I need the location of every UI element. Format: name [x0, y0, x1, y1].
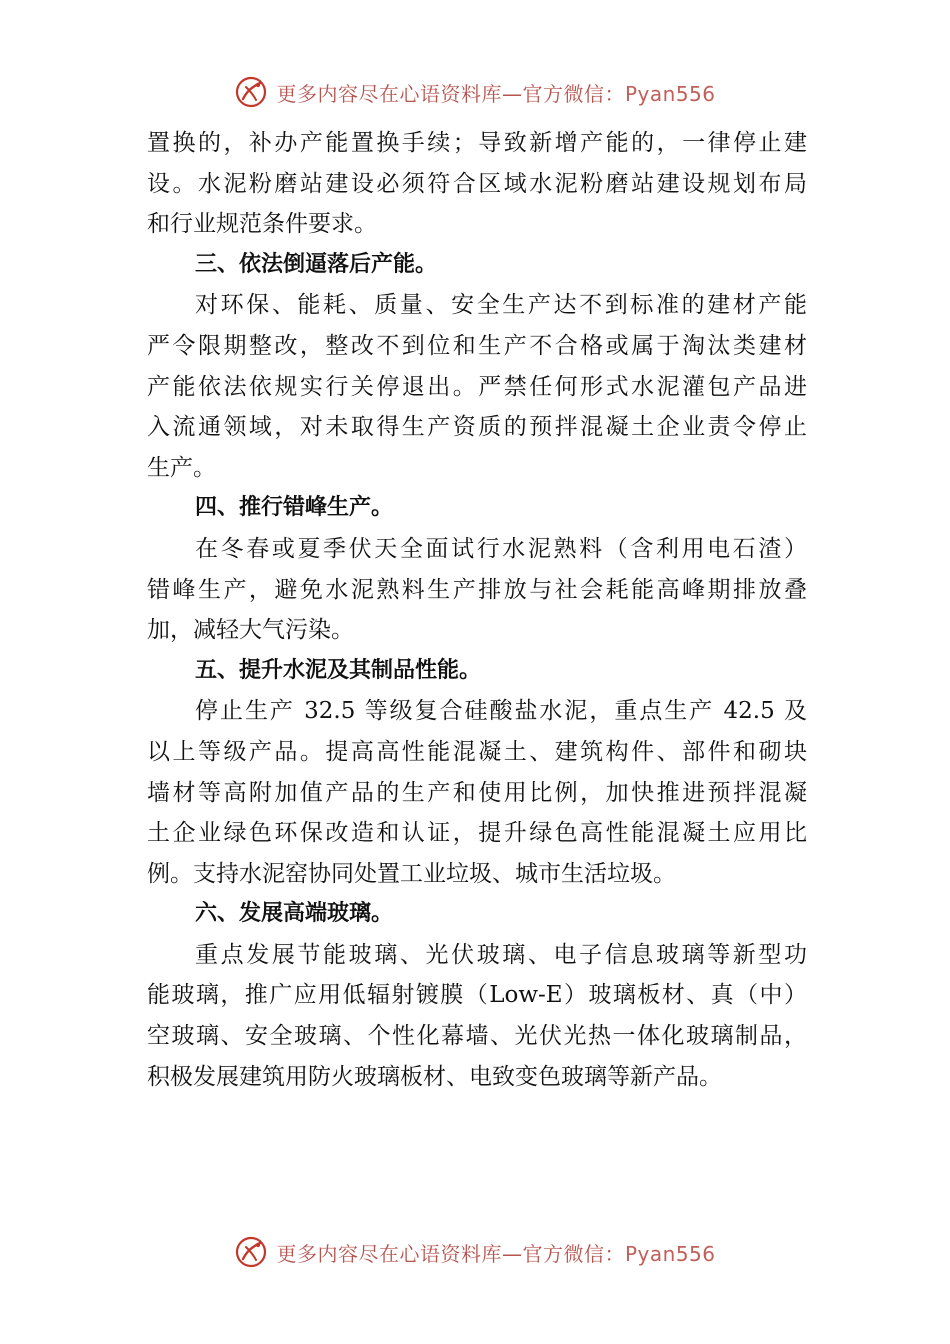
- paragraph-line: 错峰生产，避免水泥熟料生产排放与社会耗能高峰期排放叠: [147, 576, 807, 603]
- paragraph-line: 加，减轻大气污染。: [147, 617, 354, 644]
- banner-text: 更多内容尽在心语资料库—官方微信：Pyan556: [276, 81, 716, 106]
- paragraph-line: 以上等级产品。提高高性能混凝土、建筑构件、部件和砌块: [147, 738, 807, 765]
- paragraph-line: 空玻璃、安全玻璃、个性化幕墙、光伏光热一体化玻璃制品，: [147, 1023, 807, 1050]
- paragraph-line: 严令限期整改，整改不到位和生产不合格或属于淘汰类建材: [147, 332, 807, 359]
- paragraph-line: 墙材等高附加值产品的生产和使用比例，加快推进预拌混凝: [147, 779, 807, 806]
- paragraph-line: 停止生产 32.5 等级复合硅酸盐水泥，重点生产 42.5 及: [195, 698, 807, 725]
- footer-banner: [0, 1232, 950, 1272]
- paragraph-line: 设。水泥粉磨站建设必须符合区域水泥粉磨站建设规划布局: [147, 170, 807, 197]
- brand-logo-icon: [234, 75, 268, 109]
- paragraph-line: 产能依法依规实行关停退出。严禁任何形式水泥灌包产品进: [147, 373, 807, 400]
- section-heading-5: 五、提升水泥及其制品性能。: [195, 657, 482, 683]
- section-heading-3: 三、依法倒逼落后产能。: [195, 251, 438, 277]
- paragraph-line: 入流通领域，对未取得生产资质的预拌混凝土企业责令停止: [147, 414, 807, 441]
- paragraph-line: 置换的，补办产能置换手续；导致新增产能的，一律停止建: [147, 130, 807, 156]
- header-banner: [0, 72, 950, 112]
- paragraph-line: 例。支持水泥窑协同处置工业垃圾、城市生活垃圾。: [147, 860, 676, 887]
- document-body: [147, 123, 807, 1097]
- wechat-id: Pyan556: [624, 81, 716, 106]
- wechat-id: Pyan556: [624, 1241, 716, 1266]
- section-heading-4: 四、推行错峰生产。: [195, 495, 394, 521]
- paragraph-line: 和行业规范条件要求。: [147, 211, 377, 238]
- paragraph-line: 生产。: [147, 454, 216, 481]
- paragraph-line: 积极发展建筑用防火玻璃板材、电致变色玻璃等新产品。: [147, 1063, 722, 1090]
- paragraph-line: 能玻璃，推广应用低辐射镀膜（Low-E）玻璃板材、真（中）: [147, 982, 807, 1009]
- brand-logo-icon: [234, 1235, 268, 1269]
- paragraph-line: 土企业绿色环保改造和认证，提升绿色高性能混凝土应用比: [147, 820, 807, 847]
- paragraph-line: 重点发展节能玻璃、光伏玻璃、电子信息玻璃等新型功: [195, 941, 807, 968]
- paragraph-line: 对环保、能耗、质量、安全生产达不到标准的建材产能: [195, 292, 807, 319]
- paragraph-line: 在冬春或夏季伏天全面试行水泥熟料（含利用电石渣）: [195, 535, 807, 562]
- section-heading-6: 六、发展高端玻璃。: [195, 901, 394, 927]
- banner-text: 更多内容尽在心语资料库—官方微信：Pyan556: [276, 1241, 716, 1266]
